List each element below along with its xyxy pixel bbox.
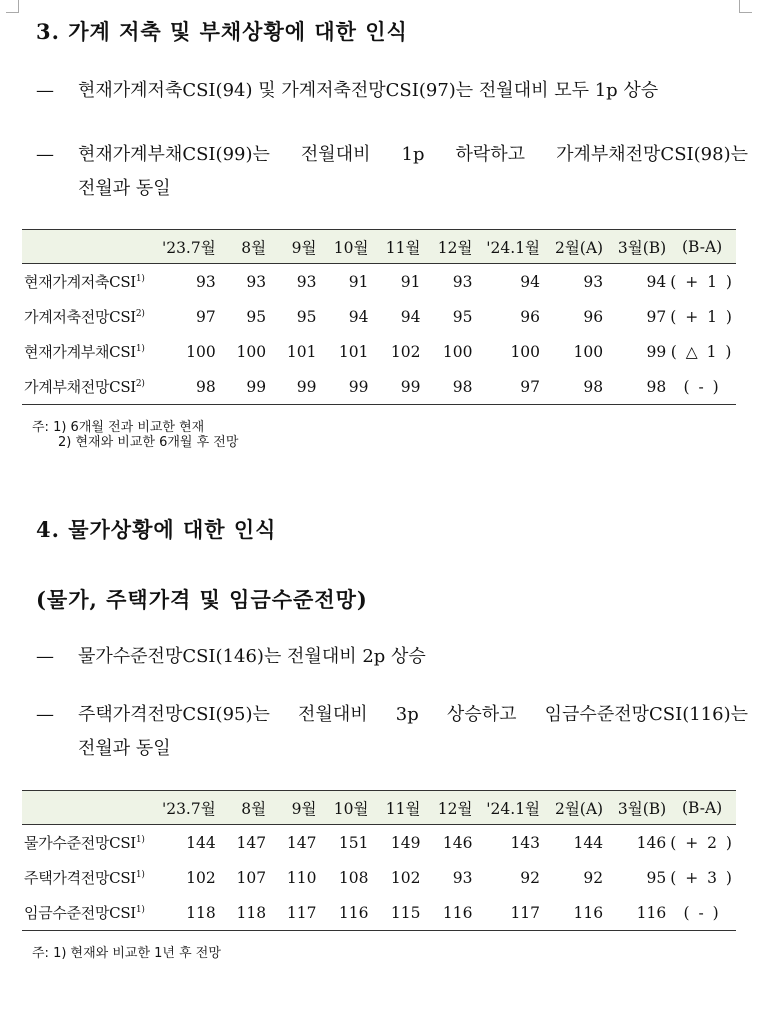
- table-cell: 143: [510, 833, 541, 852]
- table-cell: 146: [636, 833, 667, 852]
- column-header: 3월(B): [605, 791, 668, 825]
- household-savings-debt-table: [22, 229, 736, 405]
- table-cell: 95: [246, 307, 267, 326]
- table-cell: 93: [195, 272, 216, 291]
- bullet-text-line1: 현재가계부채CSI(99)는 전월대비 1p 하락하고 가계부채전망CSI(98)는: [78, 144, 748, 165]
- footnote-marker: 1): [135, 870, 145, 880]
- table-cell: 98: [542, 369, 605, 405]
- row-label-text: 현재가계부채CSI: [24, 343, 136, 361]
- footnote-marker: 1): [135, 344, 145, 354]
- note-line-2: 2) 현재와 비교한 6개월 후 전망: [58, 435, 239, 450]
- section3-bullet-1: [36, 74, 748, 108]
- column-header: [22, 230, 160, 264]
- table-row: [22, 895, 736, 931]
- table-cell: 102: [390, 342, 421, 361]
- column-header: 10월: [319, 791, 371, 825]
- table-cell: 108: [338, 868, 369, 887]
- table-cell: 116: [319, 895, 371, 931]
- section4-bullet-1: [36, 640, 748, 674]
- table-cell: 93: [452, 272, 473, 291]
- column-header: 8월: [218, 791, 268, 825]
- table-cell: 98: [422, 369, 474, 405]
- footnote-marker: 2): [135, 309, 145, 319]
- table-row: [22, 825, 736, 861]
- table-cell: 96: [520, 307, 541, 326]
- column-header: (B-A): [668, 791, 736, 825]
- change-cell: ( - ): [668, 369, 736, 405]
- table-cell: 117: [268, 895, 318, 931]
- change-cell: ( + 1 ): [670, 272, 734, 291]
- table-cell: 101: [286, 342, 317, 361]
- table-cell: 95: [296, 307, 317, 326]
- table-cell: 100: [236, 342, 267, 361]
- table-header-row: [22, 230, 736, 264]
- table-cell: 92: [520, 868, 541, 887]
- table-cell: 91: [348, 272, 369, 291]
- table-cell: 147: [236, 833, 267, 852]
- table-cell: 118: [160, 895, 218, 931]
- column-header: 12월: [422, 791, 474, 825]
- price-expectations-table: [22, 790, 736, 931]
- column-header: '23.7월: [160, 230, 218, 264]
- change-cell: ( + 3 ): [670, 868, 734, 887]
- table-row: [22, 369, 736, 405]
- table-cell: 100: [573, 342, 604, 361]
- table-cell: 93: [246, 272, 267, 291]
- table-cell: 100: [442, 342, 473, 361]
- table-cell: 151: [338, 833, 369, 852]
- row-label: [22, 369, 160, 405]
- table-cell: 97: [474, 369, 542, 405]
- section4-bullet-2: [36, 698, 748, 766]
- section3-bullet-2: [36, 138, 748, 206]
- row-label: [22, 860, 160, 895]
- table-cell: 99: [319, 369, 371, 405]
- table-cell: 144: [573, 833, 604, 852]
- bullet-text-line1: 주택가격전망CSI(95)는 전월대비 3p 상승하고 임금수준전망CSI(116)는: [78, 704, 748, 725]
- table-cell: 147: [286, 833, 317, 852]
- column-header: [22, 791, 160, 825]
- table-cell: 100: [186, 342, 216, 361]
- footnote-marker: 1): [135, 835, 145, 845]
- table-cell: 95: [452, 307, 473, 326]
- column-header: 11월: [371, 791, 423, 825]
- row-label-text: 주택가격전망CSI: [24, 869, 136, 887]
- bullet-dash: —: [36, 704, 54, 725]
- table-cell: 92: [583, 868, 604, 887]
- change-cell: ( + 2 ): [670, 833, 734, 852]
- bullet-dash: —: [36, 646, 54, 667]
- row-label-text: 물가수준전망CSI: [24, 834, 136, 852]
- table-row: [22, 334, 736, 369]
- table-cell: 101: [338, 342, 369, 361]
- table-cell: 95: [646, 868, 667, 887]
- row-label: [22, 299, 160, 334]
- column-header: (B-A): [668, 230, 736, 264]
- table-cell: 116: [422, 895, 474, 931]
- section3-heading: 3. 가계 저축 및 부채상황에 대한 인식: [36, 19, 408, 44]
- table-cell: 149: [390, 833, 421, 852]
- bullet-text: 현재가계저축CSI(94) 및 가계저축전망CSI(97)는 전월대비 모두 1p 상승: [78, 80, 659, 101]
- page-corner-mark-right: [739, 0, 752, 13]
- column-header: 9월: [268, 791, 318, 825]
- table-cell: 100: [510, 342, 541, 361]
- change-cell: ( - ): [668, 895, 736, 931]
- note-line-1: 주: 1) 6개월 전과 비교한 현재: [32, 420, 205, 435]
- table-cell: 99: [268, 369, 318, 405]
- column-header: '23.7월: [160, 791, 218, 825]
- footnote-marker: 1): [135, 905, 145, 915]
- section4-note: [32, 946, 221, 961]
- column-header: 3월(B): [605, 230, 668, 264]
- table-cell: 110: [286, 868, 317, 887]
- table-cell: 107: [236, 868, 267, 887]
- column-header: 12월: [422, 230, 474, 264]
- table-cell: 94: [400, 307, 421, 326]
- table-cell: 93: [296, 272, 317, 291]
- table-cell: 93: [583, 272, 604, 291]
- table-cell: 97: [646, 307, 667, 326]
- table-cell: 94: [348, 307, 369, 326]
- table-cell: 97: [195, 307, 216, 326]
- row-label: [22, 895, 160, 931]
- footnote-marker: 1): [135, 274, 145, 284]
- table-row: [22, 264, 736, 300]
- row-label: [22, 334, 160, 369]
- bullet-dash: —: [36, 80, 54, 101]
- table-cell: 98: [605, 369, 668, 405]
- row-label: [22, 264, 160, 300]
- bullet-text: 물가수준전망CSI(146)는 전월대비 2p 상승: [78, 646, 426, 667]
- table-cell: 118: [218, 895, 268, 931]
- table-cell: 99: [218, 369, 268, 405]
- table-cell: 94: [520, 272, 541, 291]
- column-header: 2월(A): [542, 791, 605, 825]
- row-label: [22, 825, 160, 861]
- table-cell: 98: [160, 369, 218, 405]
- section3-note: [32, 420, 238, 450]
- row-label-text: 가계저축전망CSI: [24, 308, 136, 326]
- section4-heading: 4. 물가상황에 대한 인식: [36, 517, 277, 542]
- table-cell: 96: [583, 307, 604, 326]
- table-row: [22, 860, 736, 895]
- change-cell: ( + 1 ): [670, 307, 734, 326]
- table-cell: 102: [390, 868, 421, 887]
- table-cell: 116: [542, 895, 605, 931]
- change-cell: ( △ 1 ): [670, 342, 734, 361]
- table-cell: 99: [646, 342, 667, 361]
- row-label-text: 임금수준전망CSI: [24, 904, 136, 922]
- column-header: 8월: [218, 230, 268, 264]
- column-header: 10월: [319, 230, 371, 264]
- column-header: 2월(A): [542, 230, 605, 264]
- footnote-marker: 2): [135, 379, 145, 389]
- table-cell: 99: [371, 369, 423, 405]
- table-cell: 116: [605, 895, 668, 931]
- table-cell: 102: [186, 868, 216, 887]
- table-cell: 117: [474, 895, 542, 931]
- column-header: '24.1월: [474, 230, 542, 264]
- bullet-text-line2: 전월과 동일: [78, 738, 171, 759]
- row-label-text: 가계부채전망CSI: [24, 378, 136, 396]
- table-cell: 93: [452, 868, 473, 887]
- table-header-row: [22, 791, 736, 825]
- bullet-dash: —: [36, 144, 54, 165]
- column-header: 9월: [268, 230, 318, 264]
- table-cell: 146: [442, 833, 473, 852]
- table-cell: 91: [400, 272, 421, 291]
- table-cell: 144: [186, 833, 216, 852]
- page-corner-mark-left: [6, 0, 19, 13]
- table-row: [22, 299, 736, 334]
- column-header: '24.1월: [474, 791, 542, 825]
- note-line-1: 주: 1) 현재와 비교한 1년 후 전망: [32, 946, 221, 961]
- table-cell: 94: [646, 272, 667, 291]
- column-header: 11월: [371, 230, 423, 264]
- table-cell: 115: [371, 895, 423, 931]
- section4-subheading: (물가, 주택가격 및 임금수준전망): [36, 587, 368, 612]
- bullet-text-line2: 전월과 동일: [78, 178, 171, 199]
- row-label-text: 현재가계저축CSI: [24, 273, 136, 291]
